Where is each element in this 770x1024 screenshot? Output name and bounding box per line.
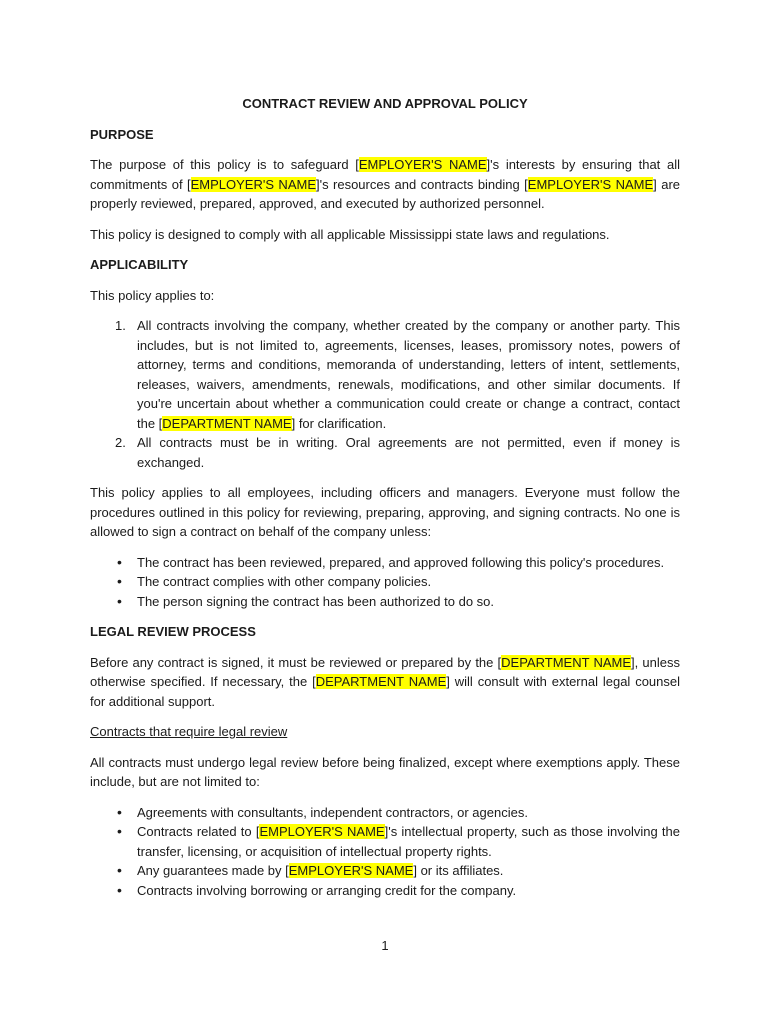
text-run: The contract complies with other company policies. <box>137 574 432 589</box>
text-run: ] or its affiliates. <box>413 863 504 878</box>
highlighted-placeholder: DEPARTMENT NAME <box>501 654 632 670</box>
bullet-list-signing-conditions <box>90 553 680 612</box>
text-run: ]'s intellectual property, such as those involving the transfer, licensing, or acquisition of intellectual property rights. <box>137 824 680 859</box>
subheading-contracts-require-review: Contracts that require legal review <box>90 724 288 739</box>
list-item <box>90 861 680 881</box>
text-run: This policy applies to: <box>90 287 215 303</box>
list-item <box>90 316 680 433</box>
paragraph-compliance <box>90 225 680 245</box>
heading-legal-review-process: LEGAL REVIEW PROCESS <box>90 624 256 639</box>
highlighted-placeholder: EMPLOYER'S NAME <box>259 824 385 839</box>
list-item <box>90 433 680 472</box>
list-item <box>90 803 680 823</box>
text-run: Agreements with consultants, independent contractors, or agencies. <box>137 804 528 820</box>
text-run: ] for clarification. <box>291 415 387 431</box>
text-run: Before any contract is signed, it must be reviewed or prepared by the [ <box>90 654 502 670</box>
paragraph-applies-to <box>90 286 680 306</box>
numbered-list-contract-types <box>90 316 680 472</box>
text-run: The purpose of this policy is to safeguard [ <box>90 157 359 172</box>
text-run: ], unless otherwise specified. If necessary, the [ <box>90 654 681 689</box>
list-item <box>90 553 680 573</box>
text-run: ] will consult with external legal counsel for additional support. <box>90 674 681 709</box>
text-run: All contracts must be in writing. Oral agreements are not permitted, even if money is exchanged. <box>137 435 680 470</box>
list-item <box>90 822 680 861</box>
paragraph-exemptions <box>90 753 680 792</box>
text-run: Contracts related to [ <box>137 824 260 839</box>
text-run: This policy applies to all employees, including officers and managers. Everyone must follow the procedures outlined in this policy for reviewing, preparing, approving, and signing contracts. No one is allowed to sign a contract on behalf of the company unless: <box>90 485 680 539</box>
text-run: ] are properly reviewed, prepared, approved, and executed by authorized personnel. <box>90 176 681 211</box>
list-item <box>90 572 680 592</box>
bullet-list-review-required <box>90 803 680 901</box>
text-run: Any guarantees made by [ <box>137 863 289 878</box>
list-item <box>90 881 680 901</box>
highlighted-placeholder: EMPLOYER'S NAME <box>527 176 654 192</box>
page-number: 1 <box>381 938 389 953</box>
heading-applicability: APPLICABILITY <box>90 257 189 272</box>
list-item <box>90 592 680 612</box>
document-title: CONTRACT REVIEW AND APPROVAL POLICY <box>242 96 528 111</box>
highlighted-placeholder: DEPARTMENT NAME <box>315 674 447 689</box>
paragraph-employees <box>90 483 680 542</box>
text-run: All contracts must undergo legal review before being finalized, except where exemptions apply. These include, but are not limited to: <box>90 754 680 789</box>
highlighted-placeholder: EMPLOYER'S NAME <box>190 176 316 192</box>
text-run: All contracts involving the company, whether created by the company or another party. This includes, but is not limited to, agreements, licenses, leases, promissory notes, powers of attorney, terms and conditions, memoranda of understanding, letters of intent, settlements, releases, waivers, amendments, renewals, modifications, and other similar documents. If you're uncertain about whether a communication could create or change a contract, contact the [ <box>137 318 680 431</box>
text-run: The contract has been reviewed, prepared, and approved following this policy's procedures. <box>137 554 665 570</box>
text-run: This policy is designed to comply with all applicable Mississippi state laws and regulations. <box>90 226 610 242</box>
paragraph-legal-review <box>90 653 680 712</box>
highlighted-placeholder: DEPARTMENT NAME <box>162 415 292 431</box>
text-run: The person signing the contract has been authorized to do so. <box>137 593 495 609</box>
text-run: ]'s resources and contracts binding [ <box>316 176 528 192</box>
paragraph-purpose <box>90 155 680 214</box>
text-run: Contracts involving borrowing or arranging credit for the company. <box>137 882 517 898</box>
highlighted-placeholder: EMPLOYER'S NAME <box>288 863 414 878</box>
text-run: ]'s interests by ensuring that all commitments of [ <box>90 157 680 192</box>
highlighted-placeholder: EMPLOYER'S NAME <box>358 157 487 172</box>
heading-purpose: PURPOSE <box>90 126 154 142</box>
